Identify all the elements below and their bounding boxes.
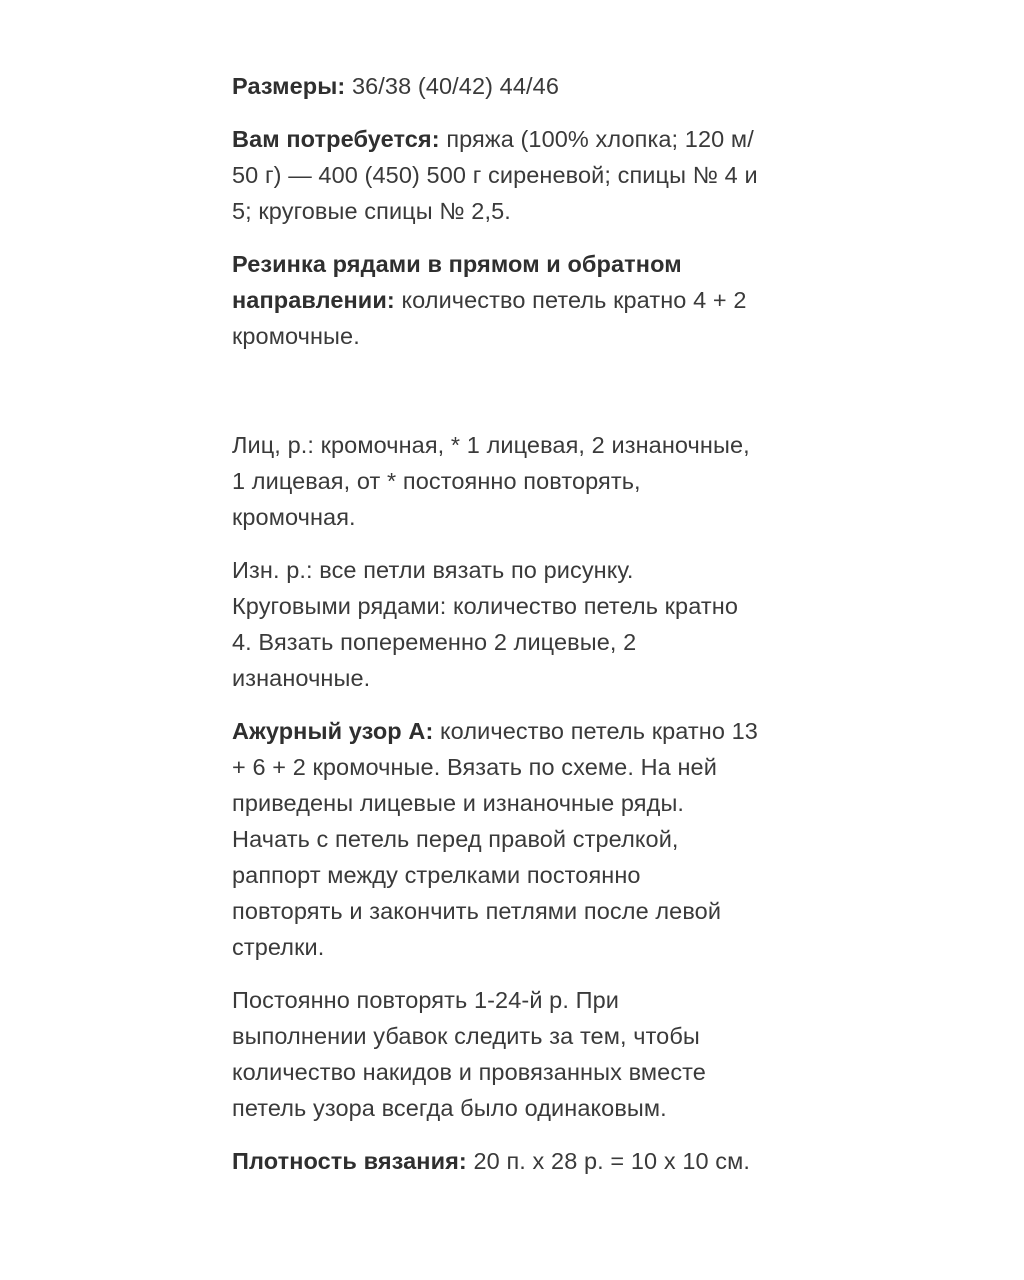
pattern-document <box>232 68 812 1196</box>
repeat-line: выполнении убавок следить за тем, чтобы <box>232 1023 700 1049</box>
lace-a-line: стрелки. <box>232 934 325 960</box>
sizes-value: 36/38 (40/42) 44/46 <box>345 73 559 99</box>
ws-row-line: 4. Вязать попеременно 2 лицевые, 2 <box>232 629 637 655</box>
rib-flat-line: количество петель кратно 4 + 2 <box>394 287 747 313</box>
ws-row-paragraph <box>232 552 812 696</box>
materials-line: 50 г) — 400 (450) 500 г сиреневой; спицы № 4 и <box>232 162 758 188</box>
sizes-paragraph <box>232 68 812 104</box>
rib-flat-line: кромочные. <box>232 323 360 349</box>
ws-row-line: изнаночные. <box>232 665 371 691</box>
materials-paragraph <box>232 121 812 229</box>
rib-flat-label: направлении: <box>232 287 395 313</box>
rib-flat-label: Резинка рядами в прямом и обратном <box>232 251 682 277</box>
gauge-value: 20 п. х 28 р. = 10 х 10 см. <box>466 1148 751 1174</box>
lace-a-line: + 6 + 2 кромочные. Вязать по схеме. На ней <box>232 754 717 780</box>
sizes-label: Размеры: <box>232 73 346 99</box>
rs-row-line: Лиц, р.: кромочная, * 1 лицевая, 2 изнаночные, <box>232 432 750 458</box>
lace-a-line: раппорт между стрелками постоянно <box>232 862 641 888</box>
gauge-label: Плотность вязания: <box>232 1148 467 1174</box>
lace-a-line: приведены лицевые и изнаночные ряды. <box>232 790 685 816</box>
rib-flat-paragraph <box>232 246 812 354</box>
lace-a-line: количество петель кратно 13 <box>433 718 758 744</box>
gauge-paragraph <box>232 1143 812 1179</box>
ws-row-line: Изн. р.: все петли вязать по рисунку. <box>232 557 634 583</box>
repeat-line: Постоянно повторять 1-24-й р. При <box>232 987 619 1013</box>
materials-line: пряжа (100% хлопка; 120 м/ <box>439 126 754 152</box>
lace-a-line: повторять и закончить петлями после левой <box>232 898 722 924</box>
rs-row-paragraph <box>232 427 812 535</box>
lace-a-label: Ажурный узор А: <box>232 718 434 744</box>
repeat-line: количество накидов и провязанных вместе <box>232 1059 706 1085</box>
lace-a-paragraph <box>232 713 812 965</box>
ws-row-line: Круговыми рядами: количество петель кратно <box>232 593 738 619</box>
repeat-paragraph <box>232 982 812 1126</box>
repeat-line: петель узора всегда было одинаковым. <box>232 1095 667 1121</box>
materials-label: Вам потребуется: <box>232 126 440 152</box>
rs-row-line: кромочная. <box>232 504 356 530</box>
rs-row-line: 1 лицевая, от * постоянно повторять, <box>232 468 641 494</box>
lace-a-line: Начать с петель перед правой стрелкой, <box>232 826 679 852</box>
materials-line: 5; круговые спицы № 2,5. <box>232 198 511 224</box>
